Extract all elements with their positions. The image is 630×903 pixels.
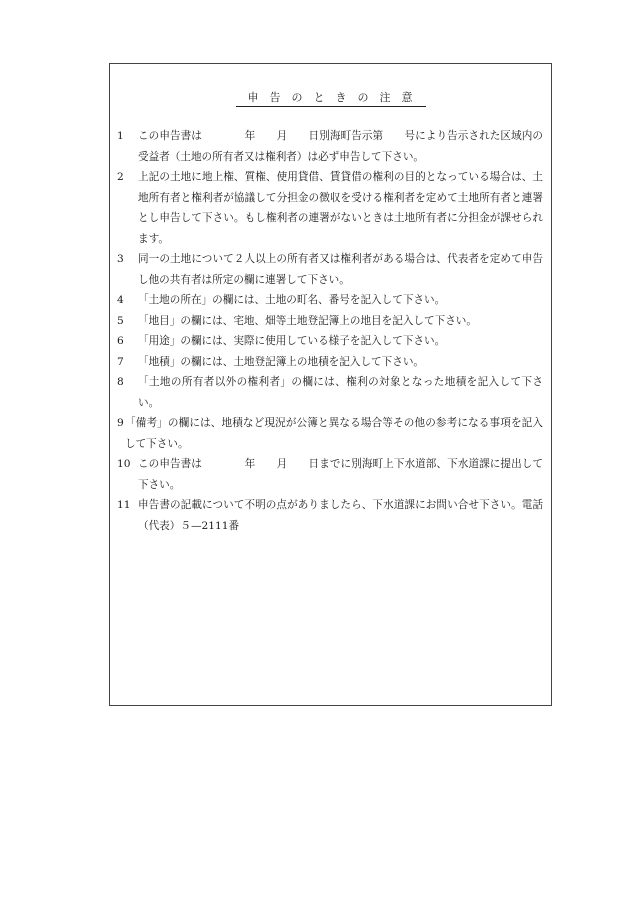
list-item [117,372,543,413]
item-number: 6 [117,335,124,347]
item-text: 「土地の所有者以外の権利者」の欄には、権利の対象となった地積を記入して下さい。 [138,376,543,409]
item-text: 上記の土地に地上権、質権、使用貸借、賃貸借の権利の目的となっている場合は、土地所有者と権利者が協議して分担金の徴収を受ける権利者を定めて土地所有者と連署とし申告して下さい。もし権利者の連署がないときは土地所有者に分担金が課せられます。 [138,171,543,245]
item-number: 11 [117,499,131,511]
item-number: 8 [117,376,124,388]
item-text: 申告書の記載について不明の点がありましたら、下水道課にお問い合せ下さい。電話（代表）５—2111番 [138,499,543,532]
item-number: 5 [117,314,124,327]
page-title [110,89,551,105]
item-text: 「土地の所在」の欄には、土地の町名、番号を記入して下さい。 [138,294,446,306]
list-item [117,249,543,290]
notice-list [117,126,543,536]
list-item [117,454,543,495]
list-item [117,290,543,311]
item-text: 同一の土地について２人以上の所有者又は権利者がある場合は、代表者を定めて申告し他の共有者は所定の欄に連署して下さい。 [138,253,543,286]
item-text: 「備考」の欄には、地積など現況が公簿と異なる場合等その他の参考になる事項を記入して下さい。 [125,417,543,450]
item-text: 「用途」の欄には、実際に使用している様子を記入して下さい。 [138,335,446,347]
item-number: 9 [117,417,124,429]
list-item [117,126,543,167]
item-text: この申告書は 年 月 日までに別海町上下水道部、下水道課に提出して下さい。 [138,458,543,491]
item-number: 7 [117,355,124,368]
item-number: 1 [117,130,124,142]
list-item [117,167,543,249]
list-item [117,331,543,352]
list-item [117,311,543,332]
list-item [117,413,543,454]
item-text: この申告書は 年 月 日別海町告示第 号により告示された区域内の受益者（土地の所有者又は権利者）は必ず申告して下さい。 [138,130,543,163]
item-text: 「地積」の欄には、土地登記簿上の地積を記入して下さい。 [138,355,425,368]
title-text: 申告のときの注意 [236,91,426,107]
item-text: 「地目」の欄には、宅地、畑等土地登記簿上の地目を記入して下さい。 [138,314,477,327]
item-number: 10 [117,458,131,470]
item-number: 3 [117,253,124,265]
list-item [117,495,543,536]
item-number: 2 [117,171,124,183]
list-item [117,352,543,373]
item-number: 4 [117,294,124,306]
notice-frame [109,63,552,706]
